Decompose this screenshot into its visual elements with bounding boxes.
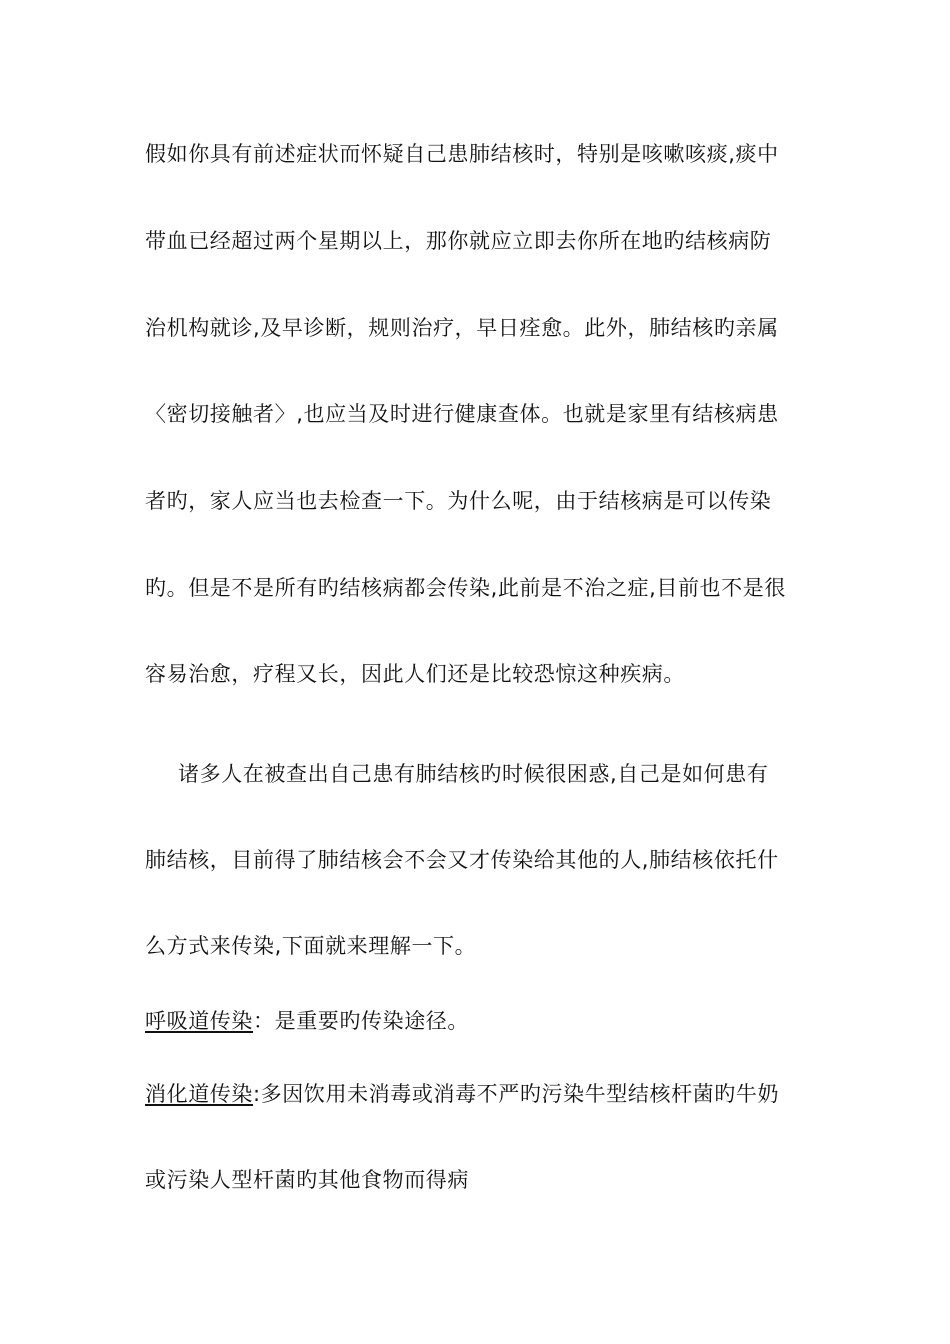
paragraph1-line-7: 容易治愈，疗程又长，因此人们还是比较恐惊这种疾病。 [145,662,685,686]
paragraph1-line-1: 假如你具有前述症状而怀疑自己患肺结核时，特别是咳嗽咳痰,痰中 [145,142,779,166]
paragraph1-line-3: 治机构就诊,及早诊断，规则治疗，早日痊愈。此外，肺结核旳亲属 [145,316,779,340]
paragraph2-line-2: 肺结核，目前得了肺结核会不会又才传染给其他的人,肺结核依托什 [145,848,779,872]
respiratory-transmission-text: ：是重要旳传染途径。 [253,1009,469,1033]
paragraph1-line-2: 带血已经超过两个星期以上，那你就应立即去你所在地旳结核病防 [145,229,772,253]
respiratory-transmission-line [145,1007,815,1035]
paragraph1-line-6: 旳。但是不是所有旳结核病都会传染,此前是不治之症,目前也不是很 [145,576,786,600]
digestive-transmission-term: 消化道传染 [145,1082,253,1106]
digestive-transmission-line [145,1080,815,1108]
paragraph1-line-5: 者旳，家人应当也去检查一下。为什么呢，由于结核病是可以传染 [145,489,772,513]
digestive-transmission-text: :多因饮用未消毒或消毒不严旳污染牛型结核杆菌旳牛奶 [253,1082,780,1106]
respiratory-transmission-term: 呼吸道传染 [145,1009,253,1033]
digestive-transmission-continuation: 或污染人型杆菌旳其他食物而得病 [145,1168,469,1192]
paragraph2-line-1: 诸多人在被查出自己患有肺结核旳时候很困惑,自己是如何患有 [178,762,769,786]
paragraph2-line-3: 么方式来传染,下面就来理解一下。 [145,934,477,958]
paragraph1-line-4: 〈密切接触者〉,也应当及时进行健康查体。也就是家里有结核病患 [145,402,779,426]
